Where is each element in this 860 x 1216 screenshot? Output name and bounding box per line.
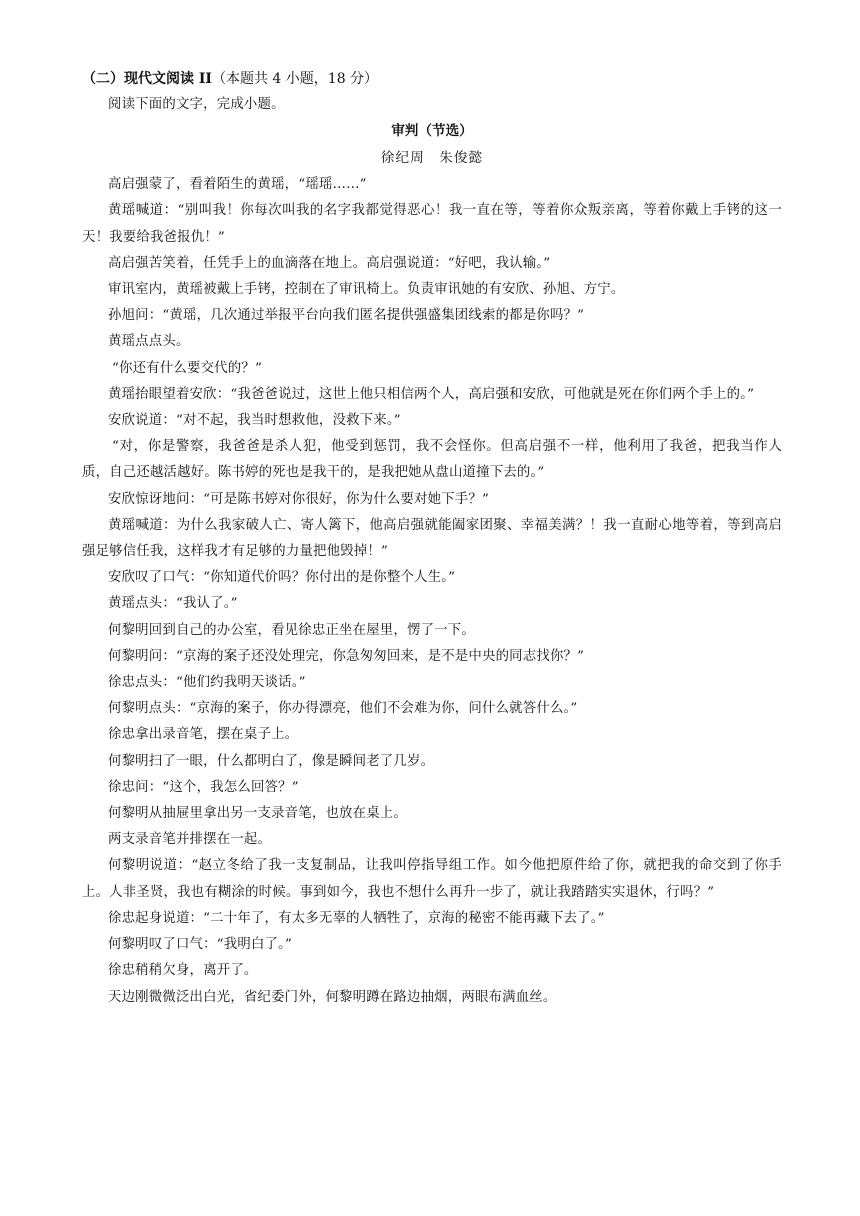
paragraph: 徐忠拿出录音笔，摆在桌子上。 xyxy=(108,727,299,743)
paragraph: 安欣叹了口气：“你知道代价吗？你付出的是你整个人生。” xyxy=(108,570,456,586)
paragraph: 何黎明叹了口气：“我明白了。” xyxy=(108,937,293,953)
paragraph: 孙旭问：“黄瑶，几次通过举报平台向我们匿名提供强盛集团线索的都是你吗？” xyxy=(108,308,585,324)
section-label: （二）现代文阅读 II xyxy=(82,71,212,87)
paragraph: 何黎明问：“京海的案子还没处理完，你急匆匆回来，是不是中央的同志找你？” xyxy=(108,648,585,664)
paragraph: 何黎明说道：“赵立冬给了我一支复制品，让我叫停指导组工作。如今他把原件给了你，就把我的命交到了你手上。人非圣贤，我也有糊涂的时候。事到如今，我也不想什么再升一步了，就让我踏踏实实退休，行吗？” xyxy=(82,858,782,900)
section-heading xyxy=(82,66,782,92)
paragraph: 安欣惊讶地问：“可是陈书婷对你很好，你为什么要对她下手？” xyxy=(108,491,490,507)
paragraph: 黄瑶点头：“我认了。” xyxy=(108,596,238,612)
paragraph: 两支录音笔并排摆在一起。 xyxy=(108,832,272,848)
paragraph: 徐忠问：“这个，我怎么回答？” xyxy=(108,779,299,795)
paragraph: 何黎明从抽屉里拿出另一支录音笔，也放在桌上。 xyxy=(108,806,407,822)
paragraph: 徐忠点头：“他们约我明天谈话。” xyxy=(108,675,306,691)
paragraph: 审讯室内，黄瑶被戴上手铐，控制在了审讯椅上。负责审讯她的有安欣、孙旭、方宁。 xyxy=(108,282,625,298)
section-note: （本题共 4 小题，18 分） xyxy=(211,71,379,87)
document-page xyxy=(82,66,782,1011)
paragraph: 高启强蒙了，看着陌生的黄瑶，“瑶瑶……” xyxy=(108,177,367,193)
paragraph: 徐忠稍稍欠身，离开了。 xyxy=(108,963,258,979)
article-author: 徐纪周 朱俊懿 xyxy=(380,150,484,167)
paragraph: 高启强苦笑着，任凭手上的血滴落在地上。高启强说道：“好吧，我认输。” xyxy=(108,255,551,271)
paragraph: 黄瑶喊道：为什么我家破人亡、寄人篱下，他高启强就能阖家团聚、幸福美满？！我一直耐心地等着，等到高启强足够信任我，这样我才有足够的力量把他毁掉！” xyxy=(82,517,782,560)
paragraph: 天边刚微微泛出白光，省纪委门外，何黎明蹲在路边抽烟，两眼布满血丝。 xyxy=(108,989,557,1005)
paragraph: 黄瑶抬眼望着安欣：“我爸爸说过，这世上他只相信两个人，高启强和安欣，可他就是死在你们两个手上的。” xyxy=(108,386,755,402)
paragraph: “对，你是警察，我爸爸是杀人犯，他受到惩罚，我不会怪你。但高启强不一样，他利用了我爸，把我当作人质，自己还越活越好。陈书婷的死也是我干的，是我把她从盘山道撞下去的。” xyxy=(82,439,782,481)
paragraph: 何黎明回到自己的办公室，看见徐忠正坐在屋里，愣了一下。 xyxy=(108,622,475,638)
paragraph: 黄瑶喊道：“别叫我！你每次叫我的名字我都觉得恶心！我一直在等，等着你众叛亲离，等着你戴上手铐的这一天！我要给我爸报仇！” xyxy=(82,203,782,245)
paragraph: 何黎明扫了一眼，什么都明白了，像是瞬间老了几岁。 xyxy=(108,753,435,769)
paragraph: 黄瑶点点头。 xyxy=(108,334,190,350)
article-title: 审判（节选） xyxy=(391,123,473,140)
reading-instruction: 阅读下面的文字，完成小题。 xyxy=(108,97,285,112)
paragraph: 徐忠起身说道：“二十年了，有太多无辜的人牺牲了，京海的秘密不能再藏下去了。” xyxy=(108,910,605,926)
paragraph: 何黎明点头：“京海的案子，你办得漂亮，他们不会难为你，问什么就答什么。” xyxy=(108,701,578,717)
paragraph: 安欣说道：“对不起，我当时想救他，没救下来。” xyxy=(108,413,401,429)
paragraph: “你还有什么要交代的？” xyxy=(112,360,262,376)
